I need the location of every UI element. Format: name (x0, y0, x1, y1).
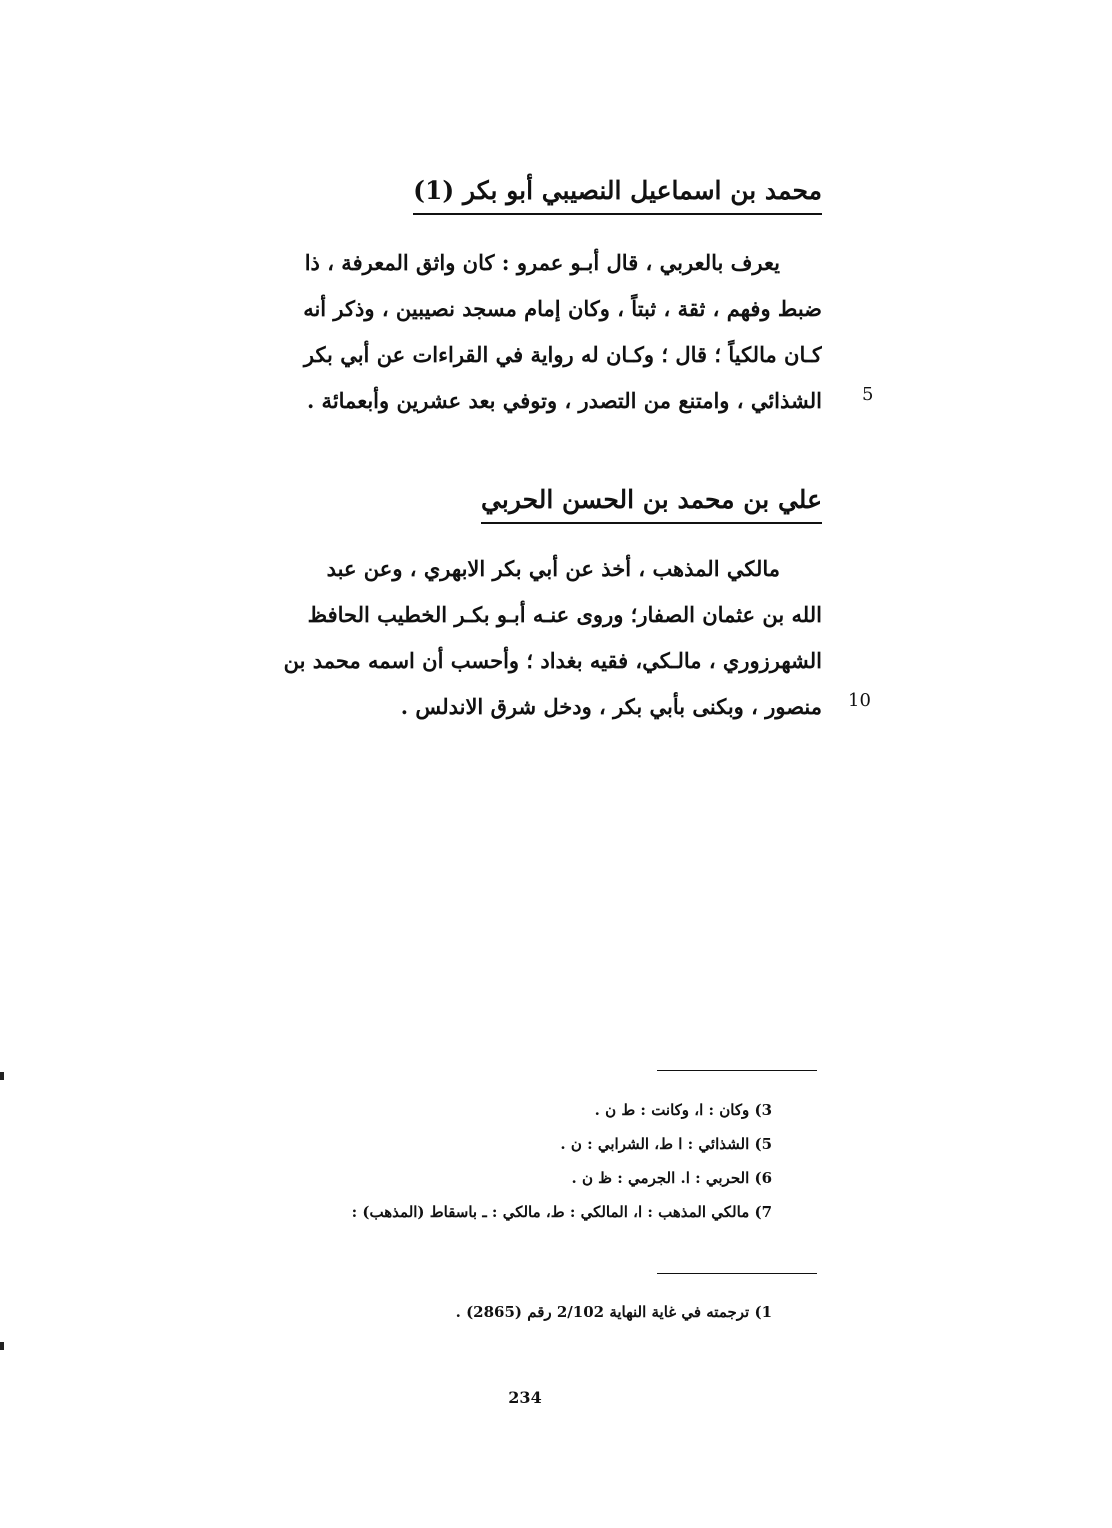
body-line: منصور ، وبكنى بأبي بكر ، ودخل شرق الاندلس . (400, 694, 822, 719)
body-line: يعرف بالعربي ، قال أبـو عمرو : كان واثق المعرفة ، ذا (304, 250, 780, 275)
variant-footnotes (352, 1093, 772, 1229)
body-line: الله بن عثمان الصفار؛ وروى عنـه أبـو بكـر الخطيب الحافظ (307, 602, 822, 627)
footnote: 5) الشذائي : ا ط، الشرابي : ن . (560, 1135, 772, 1153)
line-number: 10 (848, 690, 871, 711)
body-line: ضبط وفهم ، ثقة ، ثبتاً ، وكان إمام مسجد نصيبين ، وذكر أنه (303, 296, 822, 321)
line-number: 5 (862, 384, 874, 405)
footnote: 3) وكان : ا، وكانت : ط ن . (594, 1101, 772, 1119)
body-line: مالكي المذهب ، أخذ عن أبي بكر الابهري ، وعن عبد (326, 556, 780, 581)
scan-speck (0, 1342, 4, 1350)
body-line: كـان مالكياً ؛ قال ؛ وكـان له رواية في القراءات عن أبي بكر (303, 342, 822, 367)
footnote: 6) الحربي : ا. الجرمي : ظ ن . (571, 1169, 772, 1187)
body-line: الشذائي ، وامتنع من التصدر ، وتوفي بعد عشرين وأبعمائة . (306, 388, 822, 413)
footnote-divider (657, 1273, 817, 1274)
entry-body (182, 240, 822, 424)
footnote: 7) مالكي المذهب : ا، المالكي : ط، مالكي : ـ باسقاط (المذهب) : (351, 1203, 772, 1221)
body-line: الشهرزوري ، مالـكي، فقيه بغداد ؛ وأحسب أن اسمه محمد بن (283, 648, 822, 673)
scan-speck (0, 1072, 4, 1080)
footnote-divider (657, 1070, 817, 1071)
page-number: 234 (508, 1388, 542, 1407)
source-footnotes (456, 1295, 772, 1329)
footnote: 1) ترجمته في غاية النهاية 2/102 رقم (2865) . (455, 1303, 772, 1321)
entry-body (182, 546, 822, 730)
entry-title: محمد بن اسماعيل النصيبي أبو بكر (1) (413, 174, 822, 215)
entry-title: علي بن محمد بن الحسن الحربي (481, 483, 822, 524)
